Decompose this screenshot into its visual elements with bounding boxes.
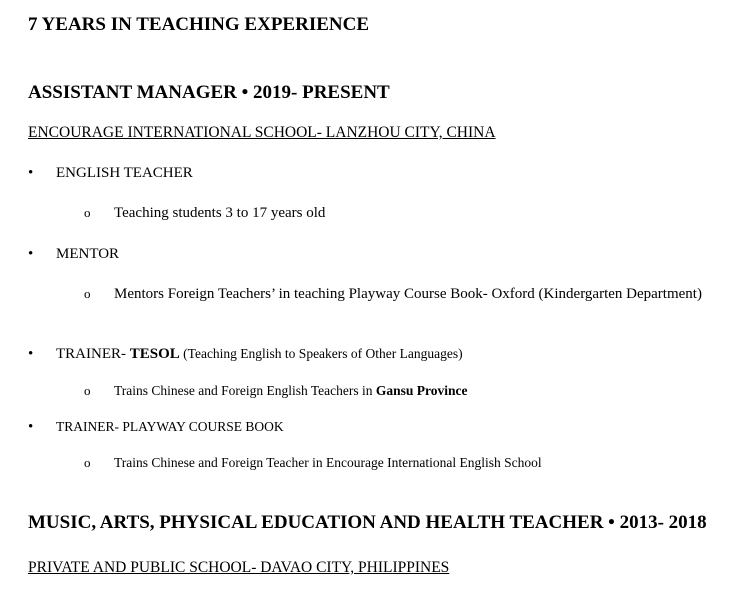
role-detail-text [114, 383, 468, 399]
role-detail-text: Trains Chinese and Foreign Teacher in Encourage International English School [114, 455, 542, 470]
role-label [56, 346, 463, 363]
bullet-icon: • [28, 346, 34, 362]
circle-bullet-icon: o [84, 383, 91, 398]
role-item-mentor [28, 246, 119, 263]
role-detail-item [84, 455, 542, 471]
circle-bullet-icon: o [84, 205, 91, 220]
role-label-suffix: (Teaching English to Speakers of Other Languages) [179, 346, 463, 361]
role-label: TRAINER- PLAYWAY COURSE BOOK [56, 419, 284, 434]
circle-bullet-icon: o [84, 455, 91, 470]
role-detail-text: Mentors Foreign Teachers’ in teaching Playway Course Book- Oxford (Kindergarten Department) [114, 286, 702, 302]
role-label: MENTOR [56, 246, 120, 262]
role-detail-item [84, 205, 325, 222]
role-detail-emphasis: Gansu Province [375, 383, 468, 398]
role-label-prefix: TRAINER- [56, 346, 130, 362]
role-label: ENGLISH TEACHER [56, 165, 193, 181]
role-detail-item [84, 286, 702, 303]
role-detail-prefix: Trains Chinese and Foreign English Teachers in [114, 383, 376, 398]
bullet-icon: • [28, 165, 34, 181]
role-item-english-teacher [28, 165, 193, 182]
role-detail-text: Teaching students 3 to 17 years old [114, 205, 326, 221]
circle-bullet-icon: o [84, 286, 91, 301]
role-label-emphasis: TESOL [129, 346, 180, 362]
job-title: MUSIC, ARTS, PHYSICAL EDUCATION AND HEALTH TEACHER • 2013- 2018 [28, 512, 707, 533]
job-organization: PRIVATE AND PUBLIC SCHOOL- DAVAO CITY, PHILIPPINES [28, 559, 450, 576]
job-organization: ENCOURAGE INTERNATIONAL SCHOOL- LANZHOU CITY, CHINA [28, 124, 496, 141]
section-heading: 7 YEARS IN TEACHING EXPERIENCE [28, 14, 370, 35]
bullet-icon: • [28, 419, 34, 435]
role-item-trainer-playway [28, 419, 284, 436]
role-detail-item [84, 383, 468, 399]
role-item-trainer-tesol [28, 346, 463, 363]
job-title: ASSISTANT MANAGER • 2019- PRESENT [28, 82, 390, 103]
bullet-icon: • [28, 246, 34, 262]
